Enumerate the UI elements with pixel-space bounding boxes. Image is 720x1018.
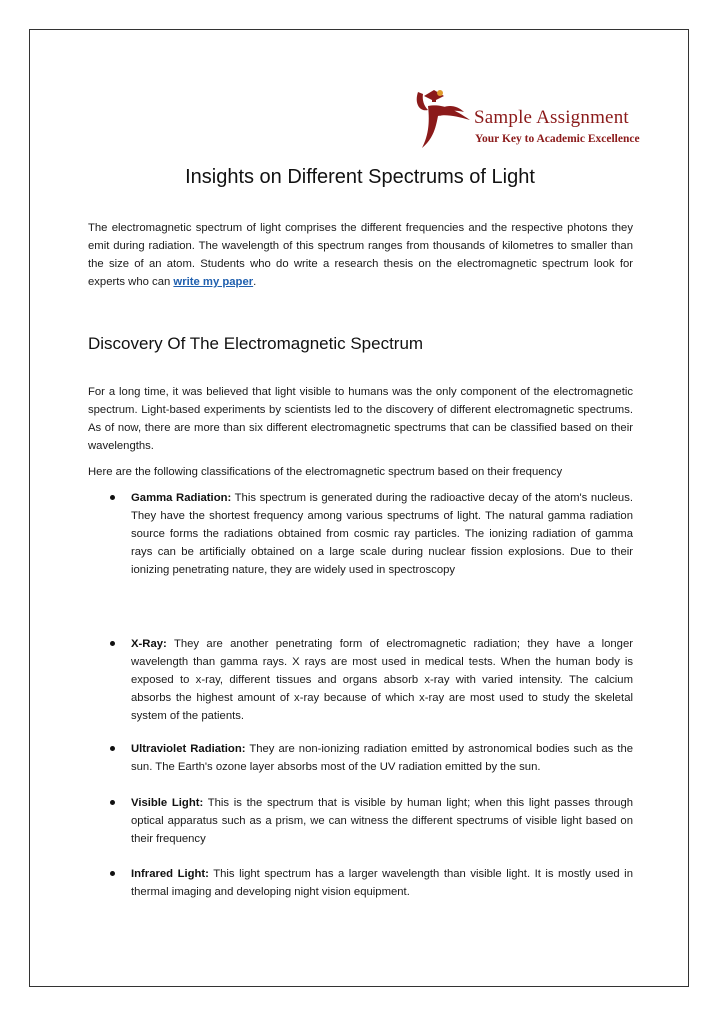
list-item xyxy=(131,865,633,901)
graduate-mortarboard-figure-icon xyxy=(412,82,482,154)
list-item xyxy=(131,794,633,848)
page-title: Insights on Different Spectrums of Light xyxy=(185,166,535,188)
write-my-paper-link[interactable]: write my paper xyxy=(173,276,254,288)
list-item xyxy=(131,635,633,725)
intro-text: The electromagnetic spectrum of light comprises the different frequencies and the respective photons they emit during radiation. The wavelength of this spectrum ranges from thousands of kilometres to smaller than the size of an atom. Students who do write a research thesis on the electromagnetic spectrum look for experts who can xyxy=(88,222,633,288)
bullet-dot-icon xyxy=(110,746,115,751)
list-item-term: Infrared Light: xyxy=(131,868,209,880)
list-item-term: Visible Light: xyxy=(131,797,204,809)
section-paragraph-1: For a long time, it was believed that light visible to humans was the only component of the electromagnetic spectrum. Light-based experiments by scientists led to the discovery of different electromagnetic spectrums. As of now, there are more than six different electromagnetic spectrums that can be classified based on their wavelengths. xyxy=(88,386,633,452)
list-item-term: Ultraviolet Radiation: xyxy=(131,743,246,755)
sample-assignment-logo xyxy=(412,82,640,154)
bullet-dot-icon xyxy=(110,495,115,500)
bullet-dot-icon xyxy=(110,641,115,646)
section-heading: Discovery Of The Electromagnetic Spectrum xyxy=(88,334,424,353)
list-item xyxy=(131,489,633,579)
logo-tagline: Your Key to Academic Excellence xyxy=(475,133,640,145)
intro-paragraph xyxy=(88,219,633,291)
bullet-dot-icon xyxy=(110,871,115,876)
section-paragraph-2: Here are the following classifications of the electromagnetic spectrum based on their frequency xyxy=(88,466,563,478)
bullet-dot-icon xyxy=(110,800,115,805)
list-item-text: This spectrum is generated during the radioactive decay of the atom's nucleus. They have the shortest frequency among various spectrums of light. The natural gamma radiation source forms the radiations obtained from cosmic ray particles. The ionizing radiation of gamma rays can be artificially obtained on a large scale during nuclear fission explosions. Due to their ionizing penetrating nature, they are widely used in spectroscopy xyxy=(131,492,633,576)
logo-brand-name: Sample Assignment xyxy=(474,107,629,128)
list-item-text: This light spectrum has a larger wavelength than visible light. It is mostly used in thermal imaging and developing night vision equipment. xyxy=(131,868,633,898)
list-item-text: They are another penetrating form of electromagnetic radiation; they have a longer wavelength than gamma rays. X rays are most used in medical tests. When the human body is exposed to x-ray, different tissues and organs absorb x-ray with varied intensity. The calcium absorbs the highest amount of x-ray because of which x-ray are most used to study the skeletal system of the patients. xyxy=(131,638,633,722)
list-item-term: Gamma Radiation: xyxy=(131,492,232,504)
list-item-term: X-Ray: xyxy=(131,638,167,650)
list-item xyxy=(131,740,633,776)
intro-text-end: . xyxy=(253,276,257,288)
list-item-text: They are non-ionizing radiation emitted by astronomical bodies such as the sun. The Earth's ozone layer absorbs most of the UV radiation emitted by the sun. xyxy=(131,743,634,773)
list-item-text: This is the spectrum that is visible by human light; when this light passes through optical apparatus such as a prism, we can witness the different spectrums of visible light based on their frequency xyxy=(131,797,634,845)
